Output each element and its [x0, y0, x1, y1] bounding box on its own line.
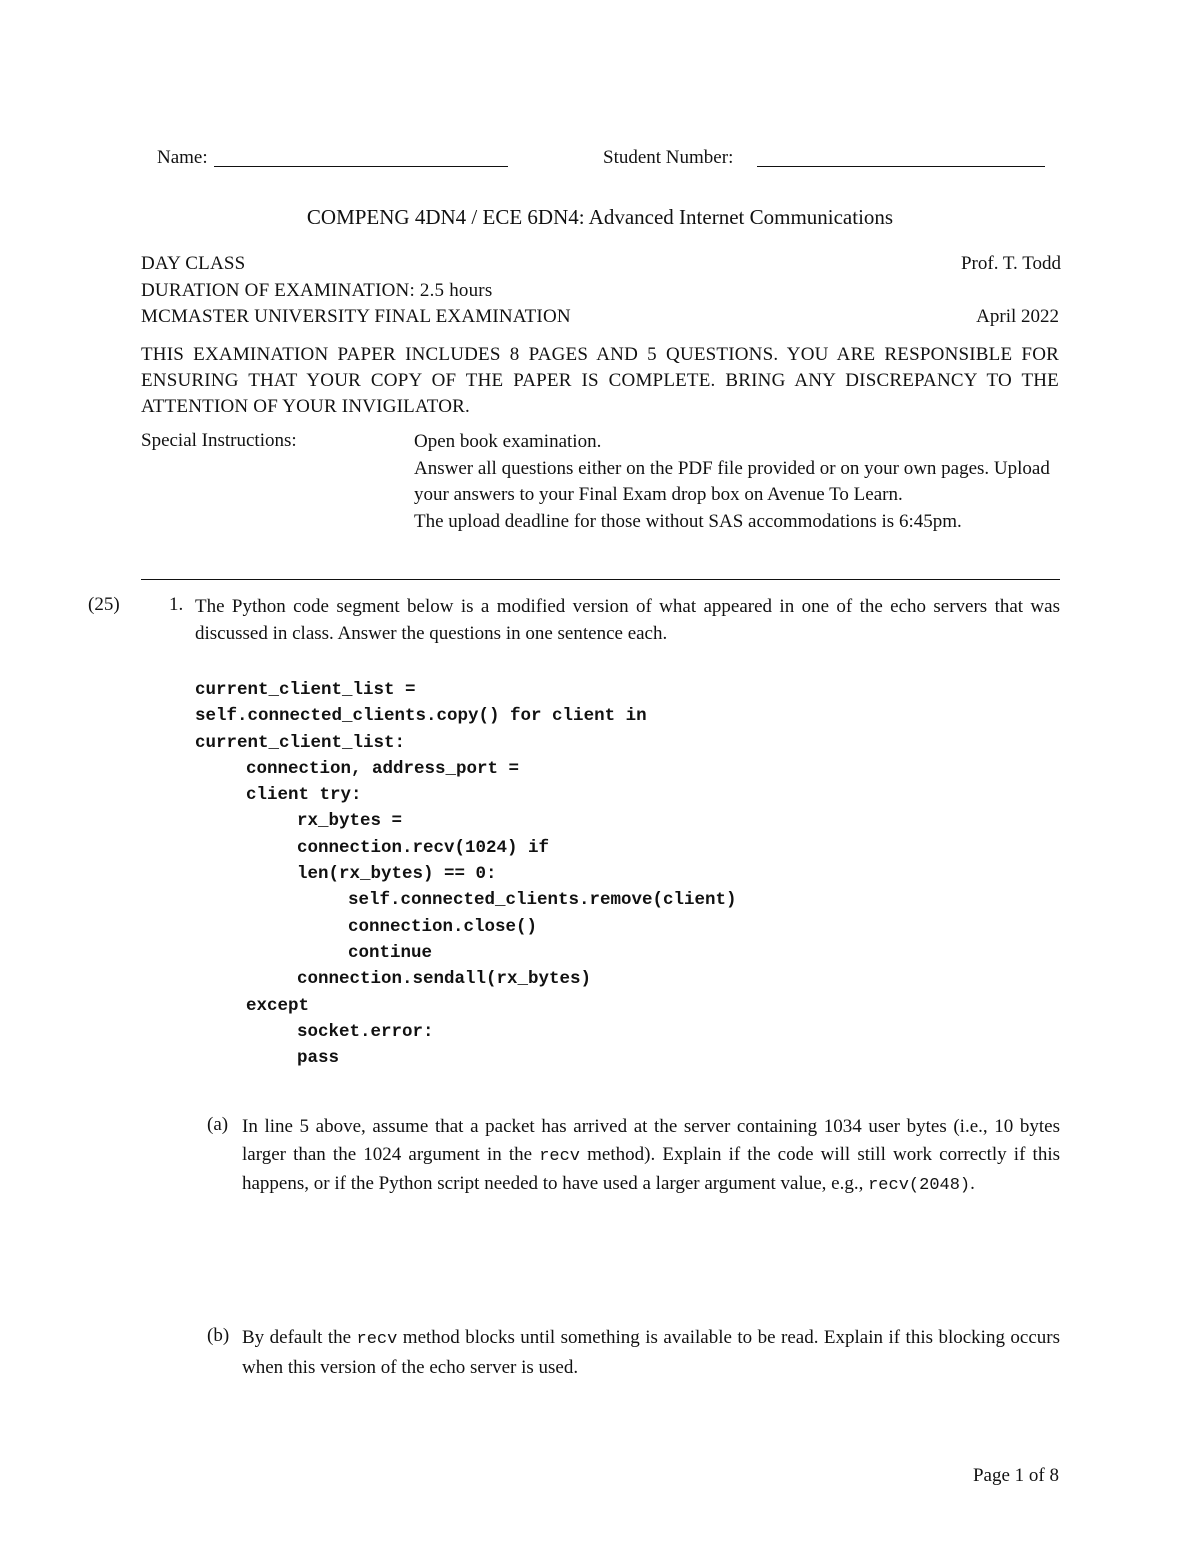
part-b-text: [242, 1324, 1060, 1381]
part-a-answer-area[interactable]: [242, 1230, 1060, 1320]
part-b-label: (b): [207, 1325, 230, 1346]
day-class: DAY CLASS: [141, 253, 246, 274]
code-line: pass: [297, 1048, 340, 1069]
part-a-code-1: recv: [539, 1146, 581, 1166]
instruction-item: Answer all questions either on the PDF file provided or on your own pages. Upload your answers to your Final Exam drop box on Avenue To Learn.: [414, 457, 1050, 505]
part-a-text: [242, 1113, 1060, 1200]
code-line: len(rx_bytes) == 0:: [297, 864, 497, 885]
question-text: The Python code segment below is a modified version of what appeared in one of the echo servers that was discussed in class. Answer the questions in one sentence each.: [195, 596, 1060, 644]
part-b-code-1: recv: [356, 1330, 398, 1349]
name-label: Name:: [157, 147, 208, 168]
exam-notice: THIS EXAMINATION PAPER INCLUDES 8 PAGES AND 5 QUESTIONS. YOU ARE RESPONSIBLE FOR ENSURING THAT YOUR COPY OF THE PAPER IS COMPLETE. BRING ANY DISCREPANCY TO THE ATTENTION OF YOUR INVIGILATOR.: [141, 344, 1059, 417]
code-line: connection, address_port =: [246, 758, 520, 779]
part-a-text-1: In line 5 above, assume that a packet has arrived at the server containing 1034 user bytes (i.e., 10 bytes larger than the 1024 argument in the: [242, 1116, 1060, 1165]
page-number: Page 1 of 8: [972, 1465, 1059, 1486]
professor: Prof. T. Todd: [960, 253, 1061, 274]
code-line: self.connected_clients.remove(client): [348, 890, 737, 911]
special-instructions-list: [414, 429, 1060, 535]
question-marks: (25): [88, 594, 120, 615]
part-b-text-2: method blocks until something is available to be read. Explain if this blocking occurs when this version of the echo server is used.: [242, 1327, 1060, 1378]
part-b-answer-area[interactable]: [242, 1385, 1060, 1445]
code-line: connection.close(): [348, 916, 538, 937]
exam-type: MCMASTER UNIVERSITY FINAL EXAMINATION: [141, 306, 571, 327]
code-line: connection.sendall(rx_bytes): [297, 969, 592, 990]
name-field[interactable]: [214, 166, 508, 167]
part-a-label: (a): [207, 1114, 229, 1135]
duration: DURATION OF EXAMINATION: 2.5 hours: [141, 280, 493, 301]
code-line: except: [246, 995, 310, 1016]
code-line: rx_bytes =: [297, 811, 403, 832]
part-a-text-2: method). Explain if the code will still work correctly if this happens, or if the Python script needed to have used a larger argument value, e.g.,: [242, 1143, 1060, 1194]
code-line: self.connected_clients.copy() for client in: [195, 706, 647, 727]
student-number-label: Student Number:: [603, 147, 734, 168]
code-block: [195, 677, 737, 1071]
code-line: client try:: [246, 785, 362, 806]
part-a-text-3: .: [970, 1173, 975, 1194]
section-divider: [141, 579, 1060, 580]
exam-date: April 2022: [976, 306, 1059, 327]
code-line: connection.recv(1024) if: [297, 837, 550, 858]
instruction-item: Open book examination.: [414, 431, 602, 452]
special-instructions-label: Special Instructions:: [141, 430, 297, 451]
code-line: socket.error:: [297, 1021, 434, 1042]
code-line: current_client_list =: [195, 680, 416, 700]
part-b-text-1: By default the: [242, 1327, 357, 1348]
instruction-item: The upload deadline for those without SAS accommodations is 6:45pm.: [414, 510, 962, 532]
student-number-field[interactable]: [757, 166, 1045, 167]
code-line: continue: [348, 942, 433, 963]
code-line: current_client_list:: [195, 732, 406, 753]
page-title: COMPENG 4DN4 / ECE 6DN4: Advanced Internet Communications: [306, 205, 894, 229]
part-a-code-2: recv(2048): [868, 1176, 971, 1195]
question-number: 1.: [169, 594, 184, 615]
